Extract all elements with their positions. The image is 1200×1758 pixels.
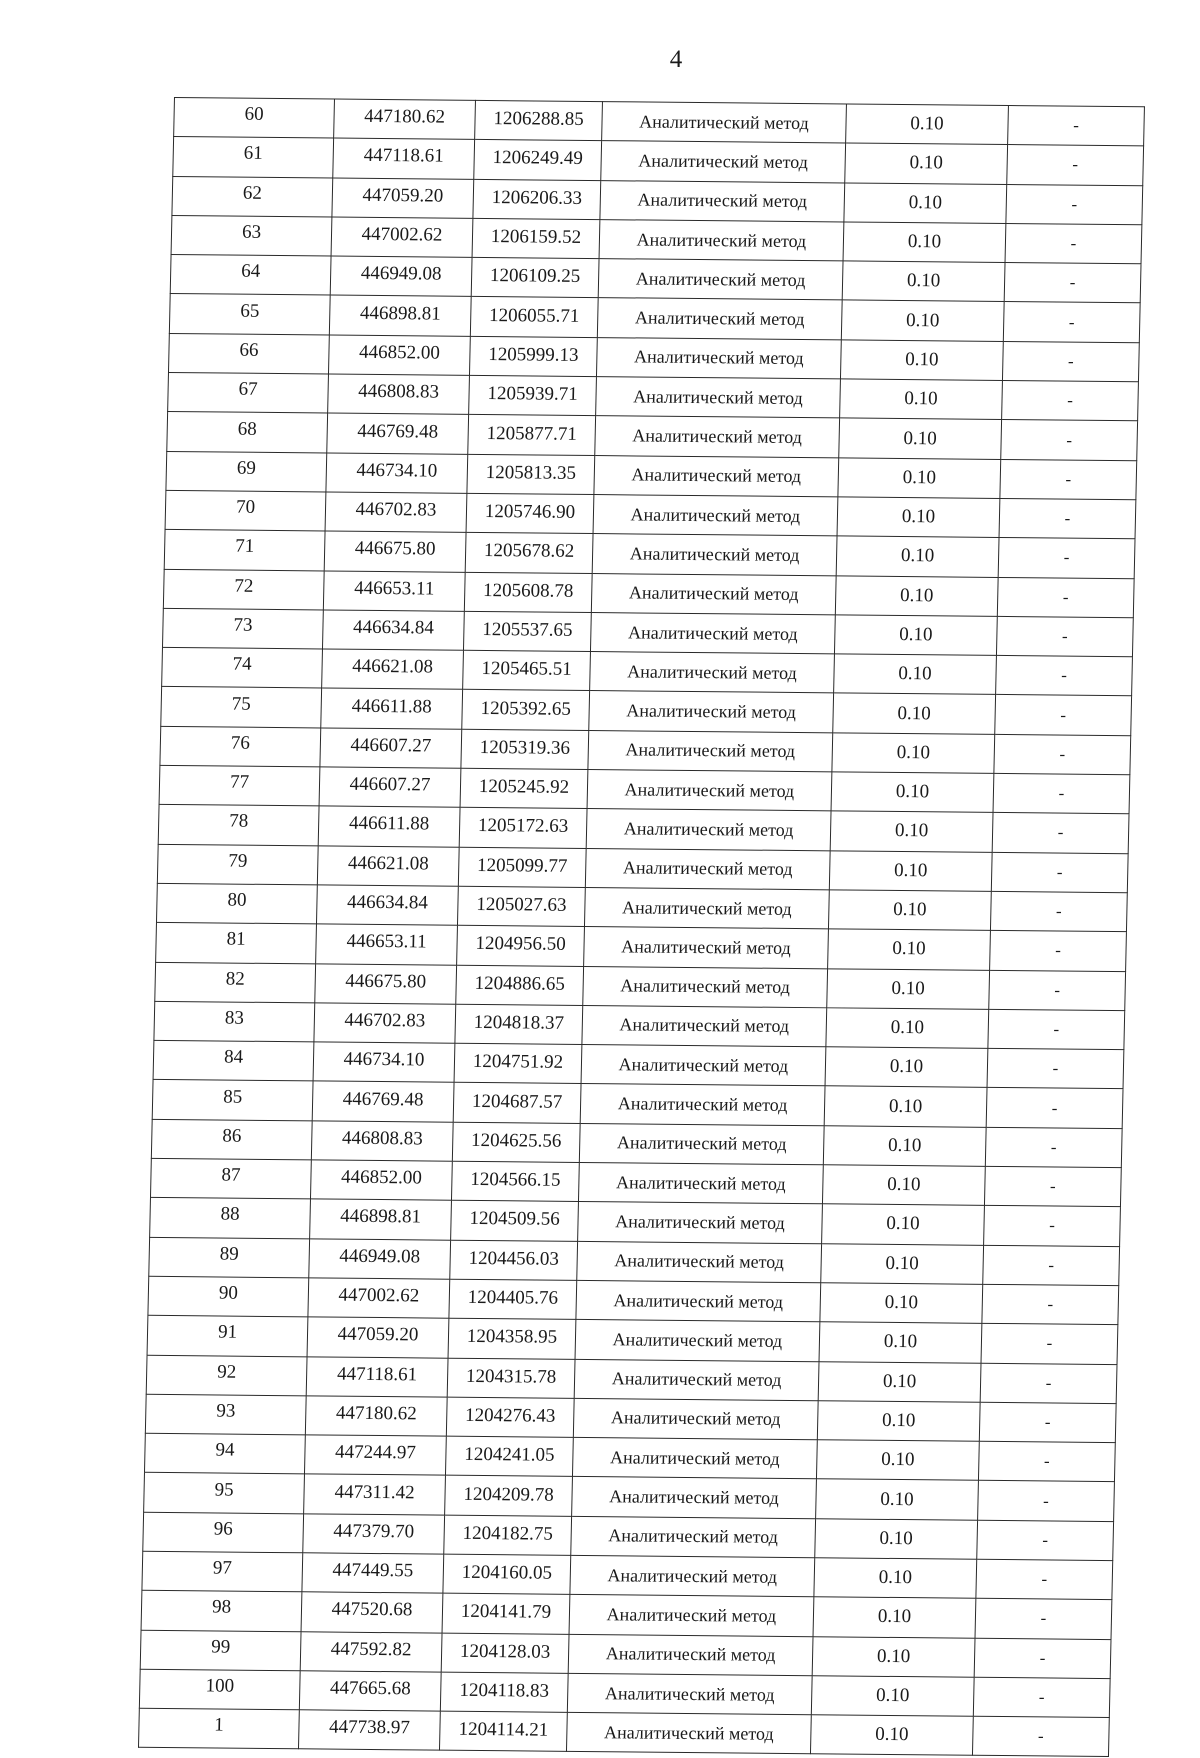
x-coordinate-cell: 446808.83 [311, 1121, 453, 1162]
accuracy-cell: 0.10 [818, 1361, 981, 1402]
y-coordinate-cell: 1204128.03 [441, 1633, 569, 1674]
accuracy-cell: 0.10 [842, 261, 1005, 302]
note-cell: - [1001, 420, 1138, 461]
y-coordinate-cell: 1205392.65 [462, 690, 590, 731]
method-cell: Аналитический метод [581, 1045, 826, 1087]
x-coordinate-cell: 447002.62 [331, 217, 473, 258]
method-cell: Аналитический метод [591, 573, 836, 615]
accuracy-cell: 0.10 [836, 536, 999, 577]
x-coordinate-cell: 446675.80 [315, 963, 457, 1004]
method-cell: Аналитический метод [576, 1280, 821, 1322]
y-coordinate-cell: 1205608.78 [464, 572, 592, 613]
y-coordinate-cell: 1204956.50 [457, 925, 585, 966]
point-number-cell: 92 [146, 1355, 307, 1396]
point-number-cell: 93 [145, 1394, 306, 1435]
note-cell: - [998, 538, 1135, 579]
accuracy-cell: 0.10 [811, 1676, 974, 1717]
y-coordinate-cell: 1205813.35 [467, 454, 595, 495]
y-coordinate-cell: 1205465.51 [463, 650, 591, 691]
x-coordinate-cell: 446653.11 [323, 571, 465, 612]
method-cell: Аналитический метод [589, 691, 834, 733]
accuracy-cell: 0.10 [822, 1204, 985, 1245]
note-cell: - [989, 970, 1126, 1011]
x-coordinate-cell: 446898.81 [310, 1199, 452, 1240]
note-cell: - [977, 1520, 1114, 1561]
page-number: 4 [669, 46, 683, 73]
x-coordinate-cell: 447180.62 [334, 99, 476, 140]
method-cell: Аналитический метод [583, 966, 828, 1008]
note-cell: - [992, 813, 1129, 854]
note-cell: - [978, 1441, 1115, 1482]
point-number-cell: 90 [148, 1276, 309, 1317]
y-coordinate-cell: 1204886.65 [456, 965, 584, 1006]
method-cell: Аналитический метод [602, 102, 847, 144]
method-cell: Аналитический метод [585, 848, 830, 890]
y-coordinate-cell: 1205099.77 [458, 847, 586, 888]
note-cell: - [1004, 263, 1141, 304]
point-number-cell: 76 [160, 726, 321, 767]
method-cell: Аналитический метод [571, 1516, 816, 1558]
x-coordinate-cell: 446675.80 [324, 531, 466, 572]
method-cell: Аналитический метод [567, 1673, 812, 1715]
point-number-cell: 77 [159, 765, 320, 806]
accuracy-cell: 0.10 [843, 222, 1006, 263]
method-cell: Аналитический метод [592, 534, 837, 576]
y-coordinate-cell: 1206159.52 [472, 218, 600, 259]
method-cell: Аналитический метод [580, 1084, 825, 1126]
x-coordinate-cell: 447002.62 [308, 1278, 450, 1319]
note-cell: - [982, 1284, 1119, 1325]
x-coordinate-cell: 446607.27 [320, 728, 462, 769]
y-coordinate-cell: 1205678.62 [465, 533, 593, 574]
method-cell: Аналитический метод [593, 495, 838, 537]
point-number-cell: 63 [171, 215, 332, 256]
note-cell: - [1008, 106, 1145, 147]
accuracy-cell: 0.10 [834, 654, 997, 695]
method-cell: Аналитический метод [598, 259, 843, 301]
note-cell: - [984, 1206, 1121, 1247]
y-coordinate-cell: 1204209.78 [445, 1476, 573, 1517]
point-number-cell: 82 [155, 962, 316, 1003]
note-cell: - [991, 852, 1128, 893]
point-number-cell: 73 [162, 608, 323, 649]
point-number-cell: 84 [153, 1040, 314, 1081]
method-cell: Аналитический метод [586, 809, 831, 851]
point-number-cell: 78 [158, 805, 319, 846]
y-coordinate-cell: 1204509.56 [451, 1201, 579, 1242]
coordinates-table-body [138, 98, 1144, 1758]
y-coordinate-cell: 1204456.03 [450, 1240, 578, 1281]
accuracy-cell: 0.10 [833, 693, 996, 734]
y-coordinate-cell: 1204315.78 [447, 1358, 575, 1399]
y-coordinate-cell: 1204405.76 [449, 1279, 577, 1320]
x-coordinate-cell: 447118.61 [333, 138, 475, 179]
method-cell: Аналитический метод [575, 1320, 820, 1362]
x-coordinate-cell: 446611.88 [318, 806, 460, 847]
accuracy-cell: 0.10 [816, 1479, 979, 1520]
y-coordinate-cell: 1206249.49 [474, 140, 602, 181]
note-cell: - [983, 1245, 1120, 1286]
point-number-cell: 97 [142, 1551, 303, 1592]
x-coordinate-cell: 446898.81 [329, 295, 471, 336]
accuracy-cell: 0.10 [810, 1715, 973, 1756]
x-coordinate-cell: 447665.68 [299, 1671, 441, 1712]
point-number-cell: 79 [157, 844, 318, 885]
point-number-cell: 72 [163, 569, 324, 610]
y-coordinate-cell: 1204114.21 [439, 1711, 567, 1752]
y-coordinate-cell: 1204182.75 [444, 1515, 572, 1556]
x-coordinate-cell: 446634.84 [316, 885, 458, 926]
note-cell: - [994, 734, 1131, 775]
note-cell: - [996, 656, 1133, 697]
x-coordinate-cell: 447520.68 [301, 1592, 443, 1633]
x-coordinate-cell: 447592.82 [300, 1631, 442, 1672]
note-cell: - [1007, 145, 1144, 186]
accuracy-cell: 0.10 [825, 1047, 988, 1088]
method-cell: Аналитический метод [579, 1123, 824, 1165]
point-number-cell: 86 [151, 1119, 312, 1160]
y-coordinate-cell: 1206206.33 [473, 179, 601, 220]
accuracy-cell: 0.10 [839, 418, 1002, 459]
accuracy-cell: 0.10 [845, 143, 1008, 184]
note-cell: - [1002, 341, 1139, 382]
point-number-cell: 100 [139, 1669, 300, 1710]
y-coordinate-cell: 1204358.95 [448, 1318, 576, 1359]
y-coordinate-cell: 1205537.65 [463, 611, 591, 652]
note-cell: - [974, 1638, 1111, 1679]
method-cell: Аналитический метод [590, 652, 835, 694]
method-cell: Аналитический метод [584, 887, 829, 929]
point-number-cell: 96 [143, 1512, 304, 1553]
method-cell: Аналитический метод [572, 1437, 817, 1479]
x-coordinate-cell: 447244.97 [304, 1435, 446, 1476]
note-cell: - [987, 1048, 1124, 1089]
y-coordinate-cell: 1204687.57 [453, 1083, 581, 1124]
method-cell: Аналитический метод [569, 1595, 814, 1637]
x-coordinate-cell: 446852.00 [310, 1160, 452, 1201]
x-coordinate-cell: 447311.42 [304, 1474, 446, 1515]
x-coordinate-cell: 447118.61 [306, 1356, 448, 1397]
x-coordinate-cell: 446734.10 [313, 1042, 455, 1083]
point-number-cell: 68 [167, 412, 328, 453]
accuracy-cell: 0.10 [828, 929, 991, 970]
accuracy-cell: 0.10 [817, 1401, 980, 1442]
point-number-cell: 64 [170, 255, 331, 296]
y-coordinate-cell: 1204276.43 [446, 1397, 574, 1438]
accuracy-cell: 0.10 [824, 1086, 987, 1127]
point-number-cell: 70 [165, 490, 326, 531]
note-cell: - [999, 498, 1136, 539]
y-coordinate-cell: 1204141.79 [442, 1593, 570, 1634]
table-row [138, 1708, 1109, 1757]
accuracy-cell: 0.10 [813, 1597, 976, 1638]
point-number-cell: 69 [166, 451, 327, 492]
x-coordinate-cell: 446769.48 [312, 1081, 454, 1122]
point-number-cell: 66 [168, 333, 329, 374]
y-coordinate-cell: 1206055.71 [470, 297, 598, 338]
method-cell: Аналитический метод [597, 298, 842, 340]
x-coordinate-cell: 447449.55 [302, 1553, 444, 1594]
note-cell: - [1005, 223, 1142, 264]
method-cell: Аналитический метод [596, 377, 841, 419]
point-number-cell: 65 [169, 294, 330, 335]
x-coordinate-cell: 446607.27 [319, 767, 461, 808]
y-coordinate-cell: 1204118.83 [440, 1672, 568, 1713]
accuracy-cell: 0.10 [846, 104, 1009, 145]
y-coordinate-cell: 1204751.92 [454, 1043, 582, 1084]
point-number-cell: 67 [168, 373, 329, 414]
method-cell: Аналитический метод [568, 1634, 813, 1676]
point-number-cell: 75 [161, 687, 322, 728]
note-cell: - [976, 1559, 1113, 1600]
method-cell: Аналитический метод [578, 1162, 823, 1204]
note-cell: - [984, 1166, 1121, 1207]
point-number-cell: 74 [162, 648, 323, 689]
method-cell: Аналитический метод [601, 141, 846, 183]
note-cell: - [990, 931, 1127, 972]
point-number-cell: 87 [150, 1158, 311, 1199]
point-number-cell: 99 [140, 1630, 301, 1671]
accuracy-cell: 0.10 [827, 968, 990, 1009]
point-number-cell: 89 [149, 1237, 310, 1278]
x-coordinate-cell: 446702.83 [314, 1003, 456, 1044]
method-cell: Аналитический метод [570, 1555, 815, 1597]
note-cell: - [1003, 302, 1140, 343]
x-coordinate-cell: 446734.10 [326, 453, 468, 494]
accuracy-cell: 0.10 [814, 1558, 977, 1599]
y-coordinate-cell: 1204625.56 [452, 1122, 580, 1163]
accuracy-cell: 0.10 [830, 811, 993, 852]
point-number-cell: 94 [144, 1433, 305, 1474]
point-number-cell: 60 [174, 98, 335, 139]
note-cell: - [1000, 459, 1137, 500]
point-number-cell: 83 [154, 1001, 315, 1042]
accuracy-cell: 0.10 [834, 615, 997, 656]
accuracy-cell: 0.10 [828, 890, 991, 931]
y-coordinate-cell: 1205999.13 [469, 336, 597, 377]
y-coordinate-cell: 1204818.37 [455, 1004, 583, 1045]
accuracy-cell: 0.10 [829, 850, 992, 891]
note-cell: - [997, 577, 1134, 618]
note-cell: - [988, 1009, 1125, 1050]
accuracy-cell: 0.10 [840, 340, 1003, 381]
x-coordinate-cell: 446949.08 [330, 256, 472, 297]
y-coordinate-cell: 1204566.15 [451, 1161, 579, 1202]
accuracy-cell: 0.10 [838, 458, 1001, 499]
y-coordinate-cell: 1204160.05 [443, 1554, 571, 1595]
y-coordinate-cell: 1205319.36 [461, 729, 589, 770]
method-cell: Аналитический метод [590, 612, 835, 654]
x-coordinate-cell: 446653.11 [316, 924, 458, 965]
point-number-cell: 88 [150, 1198, 311, 1239]
coordinates-table [138, 97, 1145, 1758]
x-coordinate-cell: 446852.00 [328, 335, 470, 376]
method-cell: Аналитический метод [572, 1477, 817, 1519]
note-cell: - [1006, 184, 1143, 225]
point-number-cell: 81 [156, 923, 317, 964]
method-cell: Аналитический метод [577, 1241, 822, 1283]
accuracy-cell: 0.10 [844, 183, 1007, 224]
x-coordinate-cell: 446769.48 [327, 413, 469, 454]
method-cell: Аналитический метод [599, 219, 844, 261]
accuracy-cell: 0.10 [821, 1243, 984, 1284]
point-number-cell: 85 [152, 1080, 313, 1121]
x-coordinate-cell: 447180.62 [305, 1396, 447, 1437]
note-cell: - [986, 1088, 1123, 1129]
note-cell: - [979, 1402, 1116, 1443]
x-coordinate-cell: 446611.88 [321, 688, 463, 729]
y-coordinate-cell: 1205877.71 [468, 415, 596, 456]
accuracy-cell: 0.10 [826, 1008, 989, 1049]
method-cell: Аналитический метод [573, 1398, 818, 1440]
note-cell: - [996, 616, 1133, 657]
point-number-cell: 71 [164, 530, 325, 571]
point-number-cell: 62 [172, 176, 333, 217]
y-coordinate-cell: 1206288.85 [475, 100, 603, 141]
method-cell: Аналитический метод [594, 455, 839, 497]
point-number-cell: 80 [156, 883, 317, 924]
accuracy-cell: 0.10 [837, 497, 1000, 538]
accuracy-cell: 0.10 [840, 379, 1003, 420]
method-cell: Аналитический метод [588, 730, 833, 772]
method-cell: Аналитический метод [578, 1202, 823, 1244]
method-cell: Аналитический метод [600, 180, 845, 222]
accuracy-cell: 0.10 [831, 772, 994, 813]
x-coordinate-cell: 447059.20 [332, 178, 474, 219]
method-cell: Аналитический метод [582, 1005, 827, 1047]
note-cell: - [1002, 381, 1139, 422]
accuracy-cell: 0.10 [816, 1440, 979, 1481]
y-coordinate-cell: 1206109.25 [471, 258, 599, 299]
x-coordinate-cell: 446621.08 [322, 649, 464, 690]
method-cell: Аналитический метод [596, 337, 841, 379]
note-cell: - [981, 1324, 1118, 1365]
note-cell: - [975, 1599, 1112, 1640]
y-coordinate-cell: 1205245.92 [460, 768, 588, 809]
note-cell: - [978, 1481, 1115, 1522]
x-coordinate-cell: 447059.20 [307, 1317, 449, 1358]
y-coordinate-cell: 1204241.05 [445, 1436, 573, 1477]
accuracy-cell: 0.10 [820, 1283, 983, 1324]
x-coordinate-cell: 447738.97 [298, 1710, 440, 1751]
note-cell: - [972, 1716, 1109, 1757]
note-cell: - [980, 1363, 1117, 1404]
point-number-cell: 1 [138, 1708, 299, 1749]
accuracy-cell: 0.10 [835, 575, 998, 616]
x-coordinate-cell: 446621.08 [317, 846, 459, 887]
y-coordinate-cell: 1205027.63 [457, 886, 585, 927]
accuracy-cell: 0.10 [841, 300, 1004, 341]
note-cell: - [993, 773, 1130, 814]
point-number-cell: 61 [173, 137, 334, 178]
method-cell: Аналитический метод [574, 1359, 819, 1401]
point-number-cell: 98 [141, 1591, 302, 1632]
method-cell: Аналитический метод [595, 416, 840, 458]
x-coordinate-cell: 446949.08 [309, 1238, 451, 1279]
y-coordinate-cell: 1205172.63 [459, 808, 587, 849]
note-cell: - [985, 1127, 1122, 1168]
point-number-cell: 91 [147, 1316, 308, 1357]
method-cell: Аналитический метод [587, 770, 832, 812]
accuracy-cell: 0.10 [822, 1165, 985, 1206]
note-cell: - [973, 1677, 1110, 1718]
method-cell: Аналитический метод [566, 1713, 811, 1755]
x-coordinate-cell: 446634.84 [322, 610, 464, 651]
point-number-cell: 95 [144, 1473, 305, 1514]
accuracy-cell: 0.10 [832, 733, 995, 774]
note-cell: - [995, 695, 1132, 736]
y-coordinate-cell: 1205746.90 [466, 493, 594, 534]
accuracy-cell: 0.10 [812, 1636, 975, 1677]
note-cell: - [990, 891, 1127, 932]
x-coordinate-cell: 446702.83 [325, 492, 467, 533]
method-cell: Аналитический метод [584, 927, 829, 969]
accuracy-cell: 0.10 [819, 1322, 982, 1363]
accuracy-cell: 0.10 [823, 1126, 986, 1167]
x-coordinate-cell: 446808.83 [328, 374, 470, 415]
x-coordinate-cell: 447379.70 [303, 1513, 445, 1554]
accuracy-cell: 0.10 [815, 1518, 978, 1559]
y-coordinate-cell: 1205939.71 [469, 375, 597, 416]
